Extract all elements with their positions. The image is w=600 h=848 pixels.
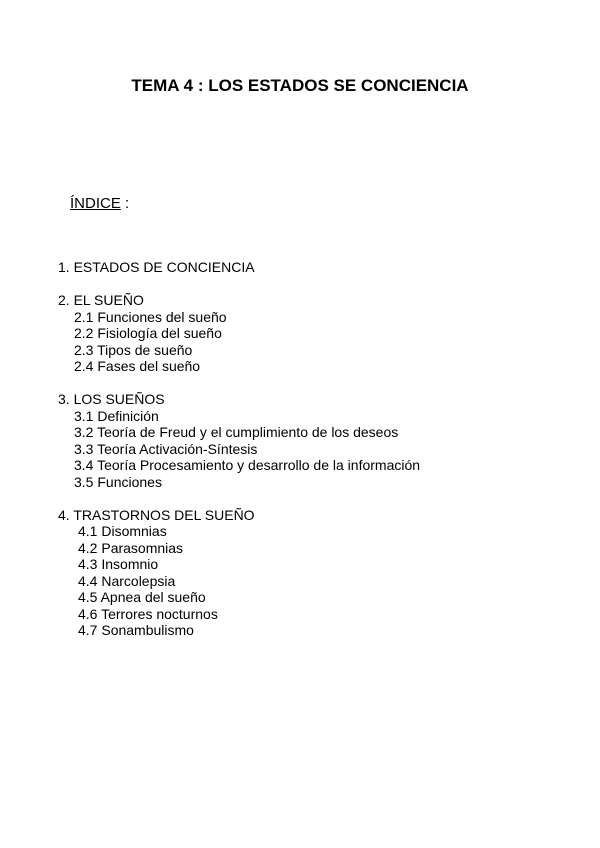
toc-item: 2.3 Tipos de sueño xyxy=(74,341,193,358)
toc-item: 4.1 Disomnias xyxy=(78,523,167,539)
toc-item: 4.5 Apnea del sueño xyxy=(78,589,206,605)
toc-item: 4.3 Insomnio xyxy=(78,556,159,572)
toc-section-title: 1. ESTADOS DE CONCIENCIA xyxy=(58,259,255,275)
toc-item: 2.1 Funciones del sueño xyxy=(74,308,227,325)
toc-section-3 xyxy=(58,391,420,490)
toc-item: 4.7 Sonambulismo xyxy=(78,622,194,638)
toc-item: 3.5 Funciones xyxy=(74,473,162,490)
toc-item: 2.2 Fisiología del sueño xyxy=(74,325,222,341)
toc-section-title: 4. TRASTORNOS DEL SUEÑO xyxy=(58,506,255,523)
toc-item: 3.4 Teoría Procesamiento y desarrollo de la información xyxy=(74,457,421,473)
document-title: TEMA 4 : LOS ESTADOS SE CONCIENCIA xyxy=(131,76,469,95)
toc-item: 4.2 Parasomnias xyxy=(78,539,184,556)
index-label: ÍNDICE xyxy=(70,195,121,212)
toc-section-2 xyxy=(58,292,420,375)
table-of-contents xyxy=(58,259,420,655)
toc-section-title: 2. EL SUEÑO xyxy=(58,292,144,308)
index-heading xyxy=(70,195,129,212)
toc-item: 3.1 Definición xyxy=(74,407,159,424)
toc-section-1 xyxy=(58,259,420,276)
toc-section-4 xyxy=(58,507,420,639)
toc-item: 3.2 Teoría de Freud y el cumplimiento de los deseos xyxy=(74,424,399,440)
toc-item: 4.6 Terrores nocturnos xyxy=(78,605,218,622)
toc-item: 2.4 Fases del sueño xyxy=(74,358,201,374)
toc-item: 4.4 Narcolepsia xyxy=(78,572,176,589)
index-colon: : xyxy=(120,195,130,212)
toc-item: 3.3 Teoría Activación-Síntesis xyxy=(74,440,258,457)
toc-section-title: 3. LOS SUEÑOS xyxy=(58,391,165,407)
